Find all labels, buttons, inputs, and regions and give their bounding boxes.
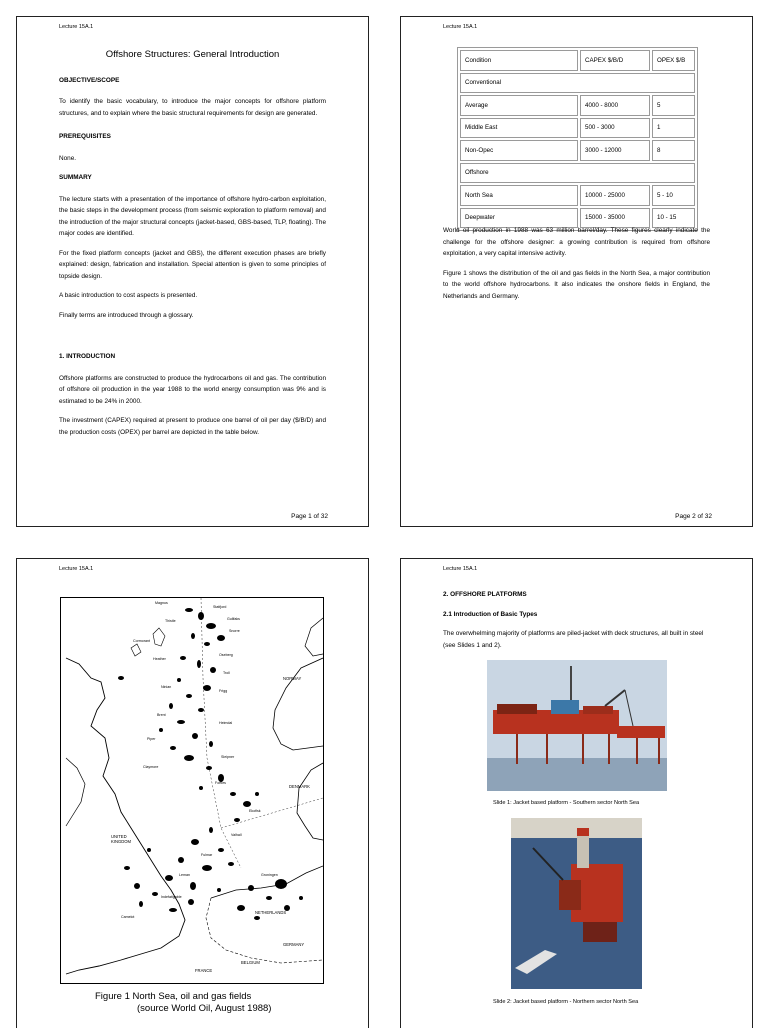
paragraph: Figure 1 shows the distribution of the oil and gas fields in the North Sea, a major contribution to the world offshore hydrocarbons. It also indicates the onshore fields in England, the Netherlands and Germany. — [443, 269, 710, 300]
table-section-row — [460, 73, 695, 94]
table-cell-opex: 5 — [652, 95, 695, 116]
svg-text:Cormorant: Cormorant — [133, 639, 150, 643]
table-cell-opex: 10 - 15 — [652, 208, 695, 229]
svg-text:Magnus: Magnus — [155, 601, 168, 605]
objective-text: To identify the basic vocabulary, to introduce the major concepts for offshore platform structures, and to explain where the basic structural requirements for design are generated. — [59, 98, 326, 117]
table-cell-label: Non-Opec — [460, 140, 578, 161]
document-title: Offshore Structures: General Introduction — [105, 49, 280, 60]
subsection-heading: 2.1 Introduction of Basic Types — [443, 610, 538, 618]
north-sea-map — [60, 597, 324, 984]
table-row — [460, 140, 695, 161]
objective-heading: OBJECTIVE/SCOPE — [59, 76, 120, 84]
svg-text:Heimdal: Heimdal — [219, 721, 233, 725]
table-cell-label: North Sea — [460, 185, 578, 206]
svg-text:Claymore: Claymore — [143, 765, 159, 769]
prereq-text: None. — [59, 154, 77, 162]
map-label-uk: UNITED KINGDOM — [111, 834, 132, 844]
svg-text:Fulmar: Fulmar — [201, 853, 213, 857]
table-section-row — [460, 163, 695, 184]
summary-paragraph: For the fixed platform concepts (jacket and GBS), the different execution phases are briefly explained: design, fabrication and installation. Special attention is given to some principles of topside design. — [59, 249, 326, 280]
lecture-label: Lecture 15A.1 — [443, 24, 478, 30]
page-number: Page 1 of 32 — [291, 513, 328, 520]
svg-text:Ninian: Ninian — [161, 685, 172, 689]
svg-text:Groningen: Groningen — [261, 873, 278, 877]
section-cell: Conventional — [460, 73, 695, 94]
table-cell-capex: 10000 - 25000 — [580, 185, 650, 206]
slide-2-photo — [511, 818, 642, 989]
table-cell-capex: 15000 - 35000 — [580, 208, 650, 229]
map-label-norway: NORWAY — [283, 676, 302, 681]
svg-text:Frigg: Frigg — [219, 689, 228, 693]
map-label-germany: GERMANY — [283, 942, 305, 947]
figure-caption — [95, 991, 271, 1015]
map-label-belgium: BELGIUM — [241, 960, 260, 965]
map-label-denmark: DENMARK — [289, 784, 310, 789]
svg-text:Statfjord: Statfjord — [213, 605, 227, 609]
page-2-content — [443, 225, 710, 310]
table-header-row — [460, 50, 695, 71]
slide-1-photo — [487, 660, 667, 791]
header-cell: Condition — [460, 50, 578, 71]
introduction-heading: 1. INTRODUCTION — [59, 353, 116, 360]
paragraph: World oil production in 1988 was 63 million barrel/day. These figures clearly indicate the challenge for the offshore designer: a growing contribution is required from offshore exploitation, a very capital intensive activity. — [443, 227, 710, 257]
section-cell: Offshore — [460, 163, 695, 184]
svg-text:Oseberg: Oseberg — [219, 653, 233, 657]
lecture-label: Lecture 15A.1 — [59, 566, 94, 572]
svg-text:Gullfaks: Gullfaks — [227, 617, 240, 621]
svg-text:Ekofisk: Ekofisk — [249, 809, 261, 813]
table-row — [460, 118, 695, 139]
page-2 — [400, 16, 753, 527]
svg-text:Brent: Brent — [157, 713, 166, 717]
table-cell-opex: 5 - 10 — [652, 185, 695, 206]
lecture-label: Lecture 15A.1 — [59, 24, 94, 30]
intro-paragraph: Offshore platforms are constructed to produce the hydrocarbons oil and gas. The contribution of offshore oil production in the year 1988 to the world energy consumption was 9% and is estimated to be 24% in 2000. — [59, 374, 326, 405]
svg-text:Sleipner: Sleipner — [221, 755, 235, 759]
intro-paragraph: The investment (CAPEX) required at present to produce one barrel of oil per day ($/B/D) and the production costs (OPEX) per barrel are depicted in the table below. — [59, 417, 326, 436]
table-row — [460, 95, 695, 116]
header-cell: CAPEX $/B/D — [580, 50, 650, 71]
header-cell: OPEX $/B — [652, 50, 695, 71]
table-cell-capex: 3000 - 12000 — [580, 140, 650, 161]
figure-caption-line: (source World Oil, August 1988) — [137, 1003, 272, 1014]
page-1-content — [59, 47, 326, 446]
svg-text:Thistle: Thistle — [165, 619, 176, 623]
map-drawing — [61, 598, 323, 983]
summary-paragraph: Finally terms are introduced through a glossary. — [59, 311, 194, 319]
table-cell-capex: 500 - 3000 — [580, 118, 650, 139]
slide-2-caption: Slide 2: Jacket based platform - Northern sector North Sea — [493, 999, 639, 1005]
section-heading: 2. OFFSHORE PLATFORMS — [443, 591, 527, 598]
map-label-france: FRANCE — [195, 968, 213, 973]
page-4-content — [443, 589, 710, 659]
slide-1-caption: Slide 1: Jacket based platform - Southern sector North Sea — [493, 800, 640, 806]
figure-caption-line: Figure 1 North Sea, oil and gas fields — [95, 991, 252, 1002]
page-3 — [16, 558, 369, 1028]
page-number: Page 2 of 32 — [675, 513, 712, 520]
svg-text:Valhall: Valhall — [231, 833, 242, 837]
jacket-platform-southern-image — [487, 660, 667, 791]
cost-table — [457, 47, 698, 231]
table-row — [460, 185, 695, 206]
table-cell-label: Deepwater — [460, 208, 578, 229]
map-label-netherlands: NETHERLANDS — [255, 910, 287, 915]
table-cell-label: Average — [460, 95, 578, 116]
lecture-label: Lecture 15A.1 — [443, 566, 478, 572]
summary-paragraph: The lecture starts with a presentation of the importance of offshore hydro-carbon exploitation, the basic steps in the development process (from seismic exploration to platform removal) and the introduction of the major structural concepts (jacket-based, GBS-based, TLP, floating). The major codes are identified. — [59, 195, 326, 237]
page-4 — [400, 558, 753, 1028]
svg-text:Snorre: Snorre — [229, 629, 240, 633]
svg-text:Camelot: Camelot — [121, 915, 135, 919]
table-cell-opex: 1 — [652, 118, 695, 139]
svg-text:Heather: Heather — [153, 657, 166, 661]
table-cell-capex: 4000 - 8000 — [580, 95, 650, 116]
svg-text:Troll: Troll — [223, 671, 230, 675]
page-1 — [16, 16, 369, 527]
table-cell-label: Middle East — [460, 118, 578, 139]
svg-text:Forties: Forties — [215, 781, 226, 785]
jacket-platform-northern-image — [511, 818, 642, 989]
summary-heading: SUMMARY — [59, 174, 92, 181]
svg-text:Leman: Leman — [179, 873, 190, 877]
table-cell-opex: 8 — [652, 140, 695, 161]
summary-paragraph: A basic introduction to cost aspects is presented. — [59, 292, 198, 299]
svg-text:Indefatigable: Indefatigable — [161, 895, 182, 899]
paragraph: The overwhelming majority of platforms are piled-jacket with deck structures, all built in steel (see Slides 1 and 2). — [443, 630, 704, 649]
prereq-heading: PREREQUISITES — [59, 133, 111, 140]
svg-text:Piper: Piper — [147, 737, 156, 741]
